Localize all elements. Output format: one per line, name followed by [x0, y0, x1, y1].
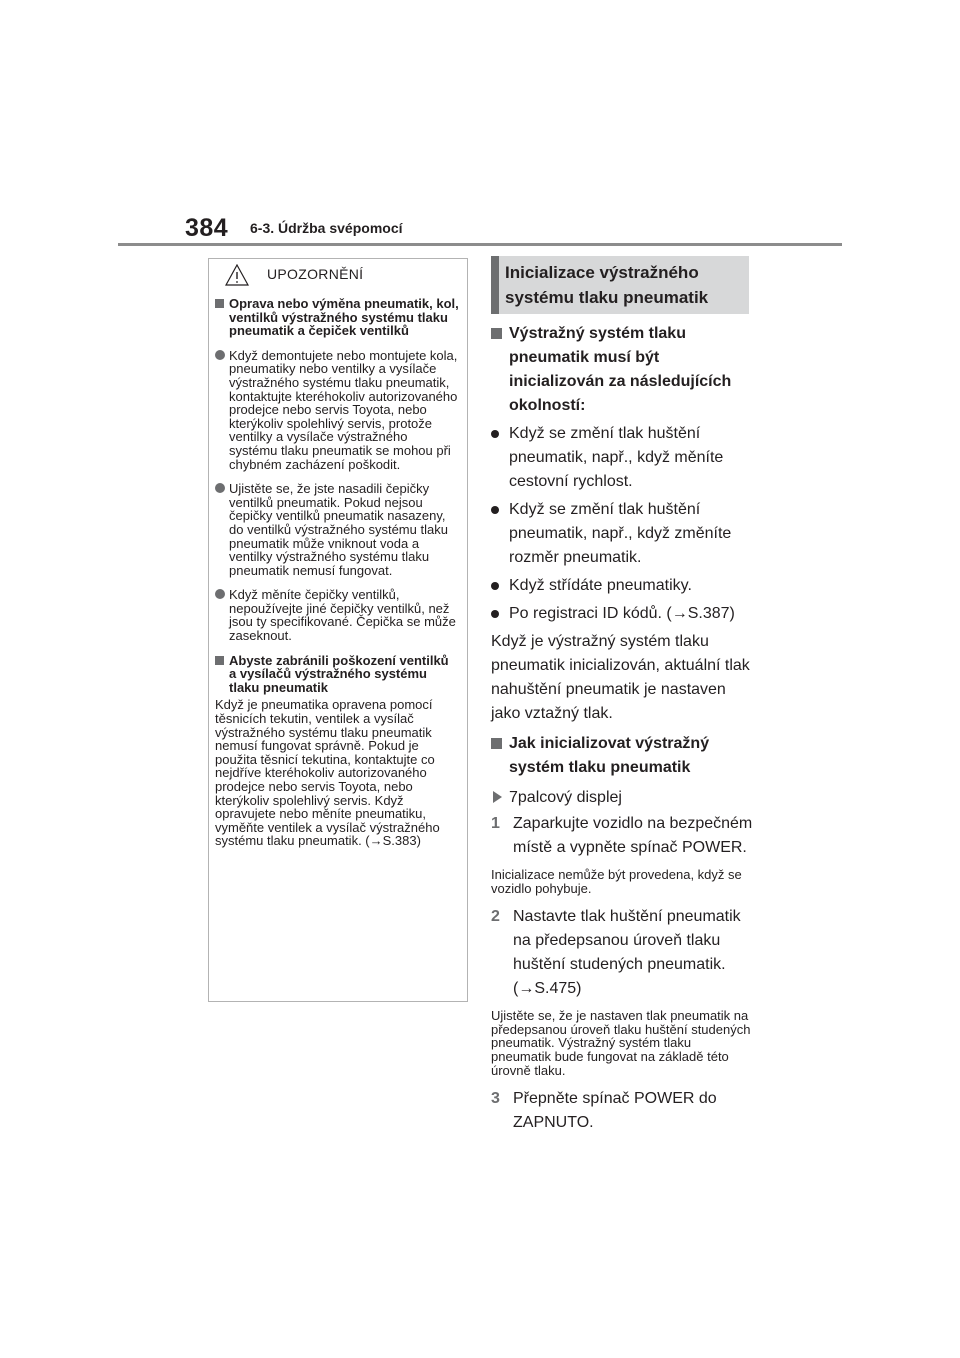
- paragraph: Když je výstražný systém tlaku pneumatik inicializován, aktuální tlak nahuštění pneumatik je nastaven jako vztažný tlak.: [491, 633, 750, 722]
- dot-bullet-icon: [215, 483, 225, 493]
- dot-bullet-icon: [491, 582, 499, 590]
- caution-paragraph: Když je pneumatika opravena pomocí těsnicích tekutin, ventilek a vysílač výstražného systému tlaku pneumatik nemusí fungovat správně. Pokud je použita těsnicí tekutina, kontaktujte co nejdříve kteréhokoliv autorizovaného prodejce nebo servis Toyota, nebo kterýkoliv spolehlivý servis. Když opravujete nebo měníte pneumatiku, vyměňte ventilek a vysílač výstražného systému tlaku pneumatik. (→S.383): [215, 697, 440, 849]
- step-note: Inicializace nemůže být provedena, když se vozidlo pohybuje.: [491, 867, 742, 896]
- right-body: [491, 322, 753, 1135]
- square-bullet-icon: [215, 299, 224, 308]
- list-item: Když se změní tlak huštění pneumatik, např., když měníte cestovní rychlost.: [491, 422, 753, 494]
- section-heading-box: [491, 256, 749, 314]
- list-item: Po registraci ID kódů. (→S.387): [491, 602, 753, 626]
- dot-bullet-icon: [491, 610, 499, 618]
- section-heading: Inicializace výstražného systému tlaku pneumatik: [505, 263, 709, 307]
- caution-header: [209, 259, 467, 287]
- header-rule: [118, 243, 842, 246]
- step-2: 2 Nastavte tlak huštění pneumatik na předepsanou úroveň tlaku huštění studených pneumatik. (→S.475): [491, 905, 753, 1001]
- dot-bullet-icon: [215, 589, 225, 599]
- step-number: 2: [491, 908, 500, 926]
- square-bullet-icon: [491, 328, 502, 339]
- square-bullet-icon: [491, 738, 502, 749]
- section-title: 6-3. Údržba svépomocí: [250, 220, 403, 236]
- caution-item: Když měníte čepičky ventilků, nepoužívejte jiné čepičky ventilků, než jsou ty specifikované. Čepička se může zaseknout.: [215, 588, 459, 642]
- subheading-how-to: Jak inicializovat výstražný systém tlaku pneumatik: [491, 732, 753, 780]
- page-number: 384: [185, 214, 229, 242]
- caution-title: UPOZORNĚNÍ: [267, 266, 364, 282]
- step-number: 3: [491, 1090, 500, 1108]
- subheading-conditions: Výstražný systém tlaku pneumatik musí být inicializován za následujících okolností:: [491, 322, 753, 418]
- step-number: 1: [491, 815, 500, 832]
- dot-bullet-icon: [491, 506, 499, 514]
- caution-item: Ujistěte se, že jste nasadili čepičky ventilků pneumatik. Pokud nejsou čepičky ventilků pneumatik nasazeny, do ventilků výstražného systému tlaku pneumatik může vniknout voda a ventilky výstražného systému tlaku pneumatik nemusí fungovat.: [215, 482, 459, 577]
- step-note: Ujistěte se, že je nastaven tlak pneumatik na předepsanou úroveň tlaku huštění studených pneumatik. Výstražný systém tlaku pneumatik bude fungovat na základě této úrovně tlaku.: [491, 1008, 751, 1078]
- list-item: Když se změní tlak huštění pneumatik, např., když změníte rozměr pneumatik.: [491, 498, 753, 570]
- dot-bullet-icon: [215, 350, 225, 360]
- step-3: 3 Přepněte spínač POWER do ZAPNUTO.: [491, 1087, 753, 1135]
- caution-heading: Abyste zabránili poškození ventilků a vysílačů výstražného systému tlaku pneumatik: [215, 654, 459, 695]
- display-label: 7palcový displej: [491, 786, 753, 810]
- list-item: Když střídáte pneumatiky.: [491, 574, 753, 598]
- page-header: [0, 0, 960, 250]
- right-column: [491, 256, 753, 1139]
- dot-bullet-icon: [491, 430, 499, 438]
- section-heading-bar: [491, 256, 499, 314]
- caution-item: Když demontujete nebo montujete kola, pneumatiky nebo ventilky a vysílače výstražného systému tlaku pneumatik, kontaktujte kteréhokoliv autorizovaného prodejce nebo servis Toyota, nebo kterýkoliv spolehlivý servis, protože ventilky a vysílače výstražného systému tlaku pneumatik se mohou při chybném zacházení poškodit.: [215, 349, 459, 471]
- caution-body: [215, 297, 459, 848]
- square-bullet-icon: [215, 656, 224, 665]
- triangle-arrow-icon: [493, 791, 502, 803]
- caution-heading: Oprava nebo výměna pneumatik, kol, ventilků výstražného systému tlaku pneumatik a čepiček ventilků: [215, 297, 459, 338]
- caution-box: [208, 258, 468, 1002]
- warning-triangle-icon: [225, 264, 249, 286]
- step-1: 1 Zaparkujte vozidlo na bezpečném místě a vypněte spínač POWER.: [491, 812, 753, 860]
